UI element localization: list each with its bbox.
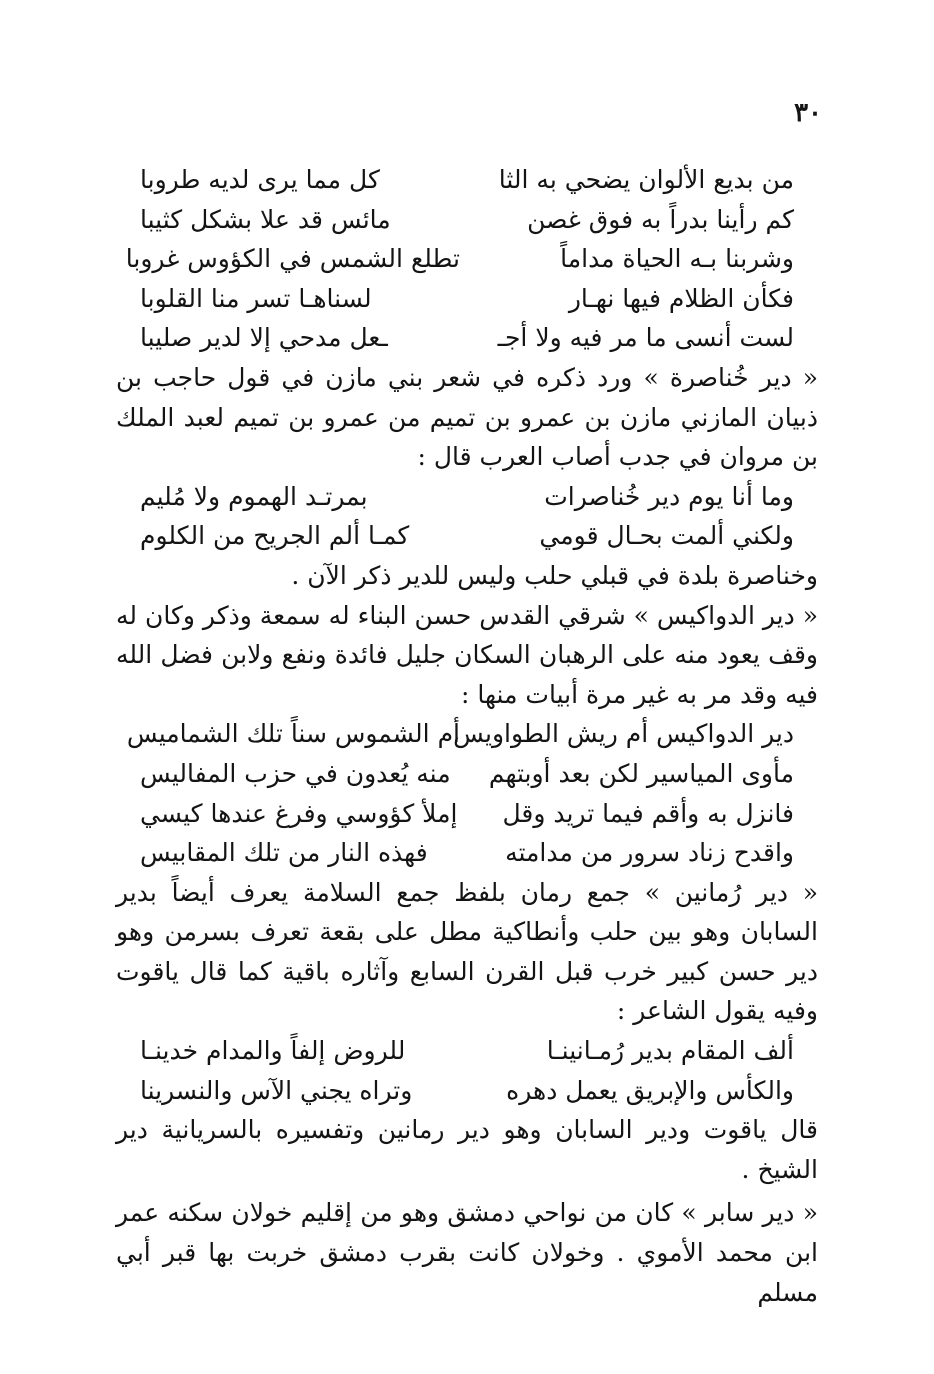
verse-line	[140, 477, 794, 517]
verse-line	[140, 794, 794, 834]
verse-hemistich-2: مائس قد علا بشكل كثيبا	[140, 204, 391, 234]
verse-line	[140, 516, 794, 556]
verse-hemistich-1: كم رأينا بدراً به فوق غصن	[527, 204, 794, 234]
poem-2	[116, 477, 818, 556]
verse-hemistich-1: فكأن الظلام فيها نهـار	[568, 283, 794, 313]
verse-hemistich-1: فانزل به وأقم فيما تريد وقل	[502, 798, 794, 828]
paragraph-dayr-dawakis: « دير الدواكيس » شرقي القدس حسن البناء له سمعة وذكر وكان له وقف يعود منه على الرهبان السكان جليل فائدة ونفع ولابن فضل الله فيه وقد مر به غير مرة أبيات منها :	[116, 600, 818, 709]
verse-hemistich-1: وما أنا يوم دير خُناصرات	[544, 481, 794, 511]
paragraph-dayr-rummanin: « دير رُمانين » جمع رمان بلفظ جمع السلامة يعرف أيضاً بدير السابان وهو بين حلب وأنطاكية مطل على بقعة تعرف بسرمن وهو دير حسن كبير خرب قبل القرن السابع وآثاره باقية كما قال ياقوت وفيه يقول الشاعر :	[116, 877, 819, 1026]
verse-hemistich-1: لست أنسى ما مر فيه ولا أجـ	[497, 323, 794, 353]
paragraph-khunasira-note: وخناصرة بلدة في قبلي حلب وليس للدير ذكر الآن .	[291, 560, 818, 590]
verse-line	[140, 1031, 794, 1071]
verse-line	[140, 833, 794, 873]
verse-hemistich-1: واقدح زناد سرور من مدامته	[505, 838, 794, 868]
verse-hemistich-2: كمـا ألم الجريح من الكلوم	[140, 521, 410, 551]
verse-line	[140, 279, 794, 319]
verse-line	[140, 1071, 794, 1111]
verse-hemistich-1: دير الدواكيس أم ريش الطواويس	[453, 719, 794, 749]
verse-line	[140, 160, 794, 200]
paragraph-yaqut-saban: قال ياقوت ودير السابان وهو دير رمانين وتفسيره بالسريانية دير الشيخ .	[116, 1115, 818, 1184]
verse-hemistich-1: ولكني ألمت بحـال قومي	[539, 521, 794, 551]
verse-hemistich-2: إملأ كؤوسي وفرغ عندها كيسي	[140, 798, 458, 828]
verse-line	[125, 239, 794, 279]
poem-4	[116, 1031, 818, 1110]
verse-hemistich-1: مأوى المياسير لكن بعد أوبتهم	[488, 758, 794, 788]
verse-hemistich-2: تطلع الشمس في الكؤوس غروبا	[125, 244, 460, 274]
verse-hemistich-2: فهذه النار من تلك المقابيس	[140, 838, 428, 868]
verse-hemistich-2: كل مما يرى لديه طروبا	[140, 165, 380, 194]
verse-hemistich-2: أم الشموس سناً تلك الشماميس	[126, 719, 460, 749]
verse-hemistich-2: ـعل مدحي إلا لدير صليبا	[140, 323, 388, 353]
poem-3	[116, 714, 818, 872]
verse-hemistich-1: من بديع الألوان يضحي به الثا	[498, 165, 794, 194]
verse-hemistich-1: وشربنا بـه الحياة مداماً	[560, 244, 794, 274]
verse-line	[140, 754, 794, 794]
verse-hemistich-1: ألف المقام بدير رُمـانينـا	[546, 1036, 794, 1066]
verse-line	[140, 318, 794, 358]
paragraph-dayr-sabir: « دير سابر » كان من نواحي دمشق وهو من إقليم خولان سكنه عمر ابن محمد الأموي . وخولان كانت بقرب دمشق خربت بها قبر أبي مسلم	[116, 1198, 818, 1307]
verse-hemistich-2: منه يُعدون في حزب المفاليس	[140, 758, 451, 788]
paragraph-dayr-khunasira: « دير خُناصرة » ورد ذكره في شعر بني مازن في قول حاجب بن ذبيان المازني مازن بن عمرو بن تميم من عمرو بن تميم لعبد الملك بن مروان في جدب أصاب العرب قال :	[116, 362, 818, 472]
verse-line	[140, 200, 794, 240]
poem-1	[116, 160, 818, 358]
page-number: ٣٠	[794, 98, 822, 128]
verse-hemistich-2: وتراه يجني الآس والنسرينا	[140, 1075, 413, 1105]
verse-hemistich-1: والكأس والإبريق يعمل دهره	[506, 1075, 794, 1105]
verse-hemistich-2: لسناهـا تسر منا القلوبا	[140, 283, 372, 313]
verse-hemistich-2: بمرتـد الهموم ولا مُليم	[140, 481, 368, 511]
verse-hemistich-2: للروض إلفاً والمدام خدينـا	[140, 1036, 406, 1066]
verse-line	[126, 714, 794, 754]
page-text	[116, 160, 818, 1312]
